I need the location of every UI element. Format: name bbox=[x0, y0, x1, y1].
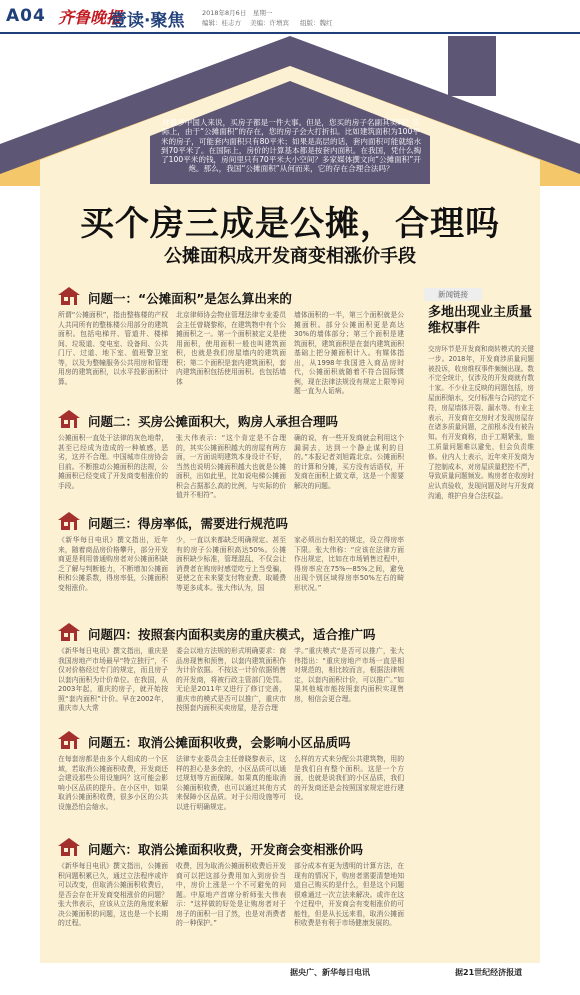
house-icon bbox=[58, 623, 80, 641]
designer-credit: 美编：许增宾 bbox=[250, 19, 289, 27]
header-rule bbox=[0, 32, 580, 34]
question-title: 问题五：取消公摊面积收费，会影响小区品质吗 bbox=[88, 735, 351, 750]
main-credit: 据央广、新华每日电讯 bbox=[290, 968, 370, 977]
page-header bbox=[0, 0, 580, 34]
question-title: 问题四：按照套内面积卖房的重庆模式，适合推广吗 bbox=[88, 627, 376, 642]
question-body-column: 《新华每日电讯》撰文指出，近年来，随着商品房价格攀升，部分开发商更是利用普通购房者对公摊面积缺乏了解与判断能力，不断增加公摊面积和公摊系数，得房率低，公摊面积变相涨价。 bbox=[58, 536, 168, 592]
question-body-column: 《新华每日电讯》撰文指出，重庆是我国房地产市场最早“特立独行”，不仅对价格经过专门的规定，而且房子以套内面积为计价单位。在我国，从2003年起，重庆的房子，就开始按照“套内面积”计价。早在2002年，重庆市人大常 bbox=[58, 647, 168, 712]
sidebar-title: 多地出现业主质量维权事件 bbox=[428, 305, 533, 336]
house-icon bbox=[58, 410, 80, 428]
proofread-credit: 组版：魏红 bbox=[300, 19, 333, 27]
section-name: 壹读·聚焦 bbox=[110, 11, 185, 31]
question-title: 问题一：“公摊面积”是怎么算出来的 bbox=[88, 291, 292, 306]
page-number: A04 bbox=[6, 6, 46, 26]
question-title: 问题六：取消公摊面积收费，开发商会变相涨价吗 bbox=[88, 842, 364, 857]
question-body-column: 委会以地方法规的形式明确要求：商品房现售和预售，以套内建筑面积作为计价依据。不按这一计价依据销售的开发商，将被行政主管部门处罚。无论是2011年又进行了修订完善，重庆市的模式是否可以推广，重庆市按照套内面积买卖房屋，是否合理 bbox=[176, 647, 286, 712]
question-body-column: 墙体面积的一半，第三个面积就是公摊面积。部分公摊面积更是高达30%的墙体部分；第三个面积是建筑面积，建筑面积是在套内建筑面积基础上把分摊面积计入。有媒体指出，从1998年我国进入商品房时代，公摊面积就随着不符合国际惯例，现在法律法规没有规定上限等问题一直为人诟病。 bbox=[294, 311, 404, 395]
sidebar-tag: 新闻链接 bbox=[424, 288, 482, 301]
question-body-column: 部分成本有更为透明的计算方法，在现有的情况下，购房者需要清楚地知道自己购买的是什么，但是这个问题很难通过一次立法来解决。或许在这个过程中，开发商会有变相涨价的可能性，但是从长远来看，取消公摊面积收费是有利于市场健康发展的。 bbox=[294, 862, 404, 927]
question-body-column: 家必须出台相关的规定，设立得房率下限。张大伟称：“应该在法律方面作出规定，比如在市场销售过程中，得房率应在75%—85%之间，避免出现个别区域得房率50%左右的畸形状况。” bbox=[294, 536, 404, 592]
sidebar-credit: 据21世纪经济报道 bbox=[455, 968, 523, 977]
intro-paragraph: 对很多中国人来说，买房子都是一件大事。但是，您买的房子名副其实吗？实际上，由于“公摊面积”的存在，您的房子会大打折扣。比如建筑面积为100平米的房子，可能套内面积只有80平米；如果是高层的话，套内面积可能就缩水到70平米了。在国际上，房价的计算基本都是按套内面积。在我国，凭什么掏了100平米的钱，房间里只有70平米大小空间？多家媒体撰文向“公摊面积”开炮。那么，我国“公摊面积”从何而来，它的存在合理合法吗？ bbox=[160, 118, 422, 174]
question-body-column: 收费，因为取消公摊面积收费后开发商可以把这部分费用加入到房价当中，房价上涨是一个不可避免的问题。中原地产首席分析师张大伟表示：“这样做的好处是让购房者对于房子的面积一目了然，也是对消费者的一种保护。” bbox=[176, 862, 286, 927]
subheadline: 公摊面积成开发商变相涨价手段 bbox=[164, 246, 416, 267]
question-title: 问题三：得房率低，需要进行规范吗 bbox=[88, 516, 289, 531]
headline: 买个房三成是公摊，合理吗 bbox=[80, 204, 500, 244]
question-title: 问题二：买房公摊面积大，购房人承担合理吗 bbox=[88, 414, 339, 429]
question-body-column: 《新华每日电讯》撰文指出，公摊面积问题积累已久，通过立法程序或许可以改变，但取消公摊面积收费后，是否会存在开发商变相涨价的问题？张大伟表示，应该从立法的角度来解决公摊面积的问题，这也是一个长期的过程。 bbox=[58, 862, 168, 927]
newspaper-logo: 齐鲁晚报 bbox=[58, 8, 123, 27]
house-icon bbox=[58, 838, 80, 856]
question-body-column: 张大伟表示：“这个肯定是不合理的，其实公摊面积越大的房屋有两方面，一方面说明建筑本身设计不好，当然也说明公摊面积越大也就是公摊面积，出如此里，比如说电梯公摊面积会占据那么高的比例，与实际的价值并不相符”。 bbox=[176, 434, 286, 499]
editor-credit: 编辑：桂志方 bbox=[202, 19, 241, 27]
question-body-column: 法律专业委员会主任曾晓黎表示，这样的担心是多余的，小区品质可以通过规划等方面保障。如果真的能取消公摊面积收费，也可以通过其他方式来保障小区品质。对于公用设施等可以进行明确规定。 bbox=[176, 755, 286, 811]
house-icon bbox=[58, 512, 80, 530]
question-body-column: 学。”重庆模式“是否可以推广，张大伟指出：“重庆房地产市场一直是相对规范的，相比较而言，根据法律规定，以套内面积计价，可以推广。”如果其他城市能按照套内面积实现售房，相信会更合理。 bbox=[294, 647, 404, 703]
question-body-column: 确的说，有一些开发商就会利用这个漏洞去，达到一个静止谋利的目的。”本报记者刘旭霞北京。公摊面积的计算和分摊，买方没有话语权，开发商在面积上做文章，这是一个需要解决的问题。 bbox=[294, 434, 404, 490]
question-body-column: 少，一直以来都缺乏明确规定。甚至有的房子公摊面积高达50%。公摊面积缺少标准，管理混乱，不仅会让消费者在购房时感觉吃亏上当受骗，更使之在未来要支付物业费、取暖费等更多成本。张大伟认为，国 bbox=[176, 536, 286, 592]
question-body-column: 么样的方式来分配公共建筑物，用的是我们自有整个面积。这是一个方面，也就是说我们的小区品质，我们的开发商还是会按照国家规定进行建设。 bbox=[294, 755, 404, 801]
house-icon bbox=[58, 731, 80, 749]
question-body-column: 在每套房都是由多个人组成的一个区域，若取消公摊面积收费，开发商还会建设那些公用设施吗？这可能会影响小区品质的提升。在小区中，如果取消公摊面积收费，很多小区的公共设施恐怕会缩水。 bbox=[58, 755, 168, 811]
issue-date: 2018年8月6日 星期一 bbox=[202, 9, 273, 17]
question-body-column: 所谓“公摊面积”，指由整栋楼的产权人共同所有的整栋楼公用部分的建筑面积。包括电梯井、管道井、楼梯间、垃圾道、变电室、设备间、公共门厅、过道、地下室、值班警卫室等，以及为整幢服务公共用房和管理用房的建筑面积，以水平投影面积计算。 bbox=[58, 311, 168, 386]
question-body-column: 北京律师协会物业管理法律专业委员会主任曾晓黎称，在建筑物中有个公摊面积之一。第一个面积被定义是使用面积，使用面积一般也叫建筑面积，也就是我们房屋墙内的建筑面积；第二个面积是套内建筑面积，套内建筑面积包括使用面积。也包括墙体 bbox=[176, 311, 286, 386]
question-body-column: 公摊面积一直处于法律的灰色地带，甚至已经成为造成的一种敏感，恶劣，这并不合理。中国城市住房协会目前。不断推动公摊面积的法规，公摊面积已经变成了开发商变相涨价的手段。 bbox=[58, 434, 168, 490]
house-icon bbox=[58, 287, 80, 305]
sidebar-text: 交房环节是开发商和商转模式的关键一步。2018年，开发商涉质量问题被投诉，收房维权事件频频出现。数不完全统计，仅涉及的开发商就有数十家。不少业主反映的问题包括，房屋面积缩水，交付标准与合同约定不符，房屋墙体开裂、漏水等。有业主表示，开发商在交房时才发现房屋存在诸多质量问题，之前根本没有被告知。有开发商称，由于工期紧张，施工质量问题难以避免，但会负责维修。业内人士表示，近年来开发商为了控制成本，对房屋质量把控不严，导致质量问题频发。购房者在收房时应认真验收，发现问题及时与开发商沟通，维护自身合法权益。 bbox=[428, 345, 534, 500]
